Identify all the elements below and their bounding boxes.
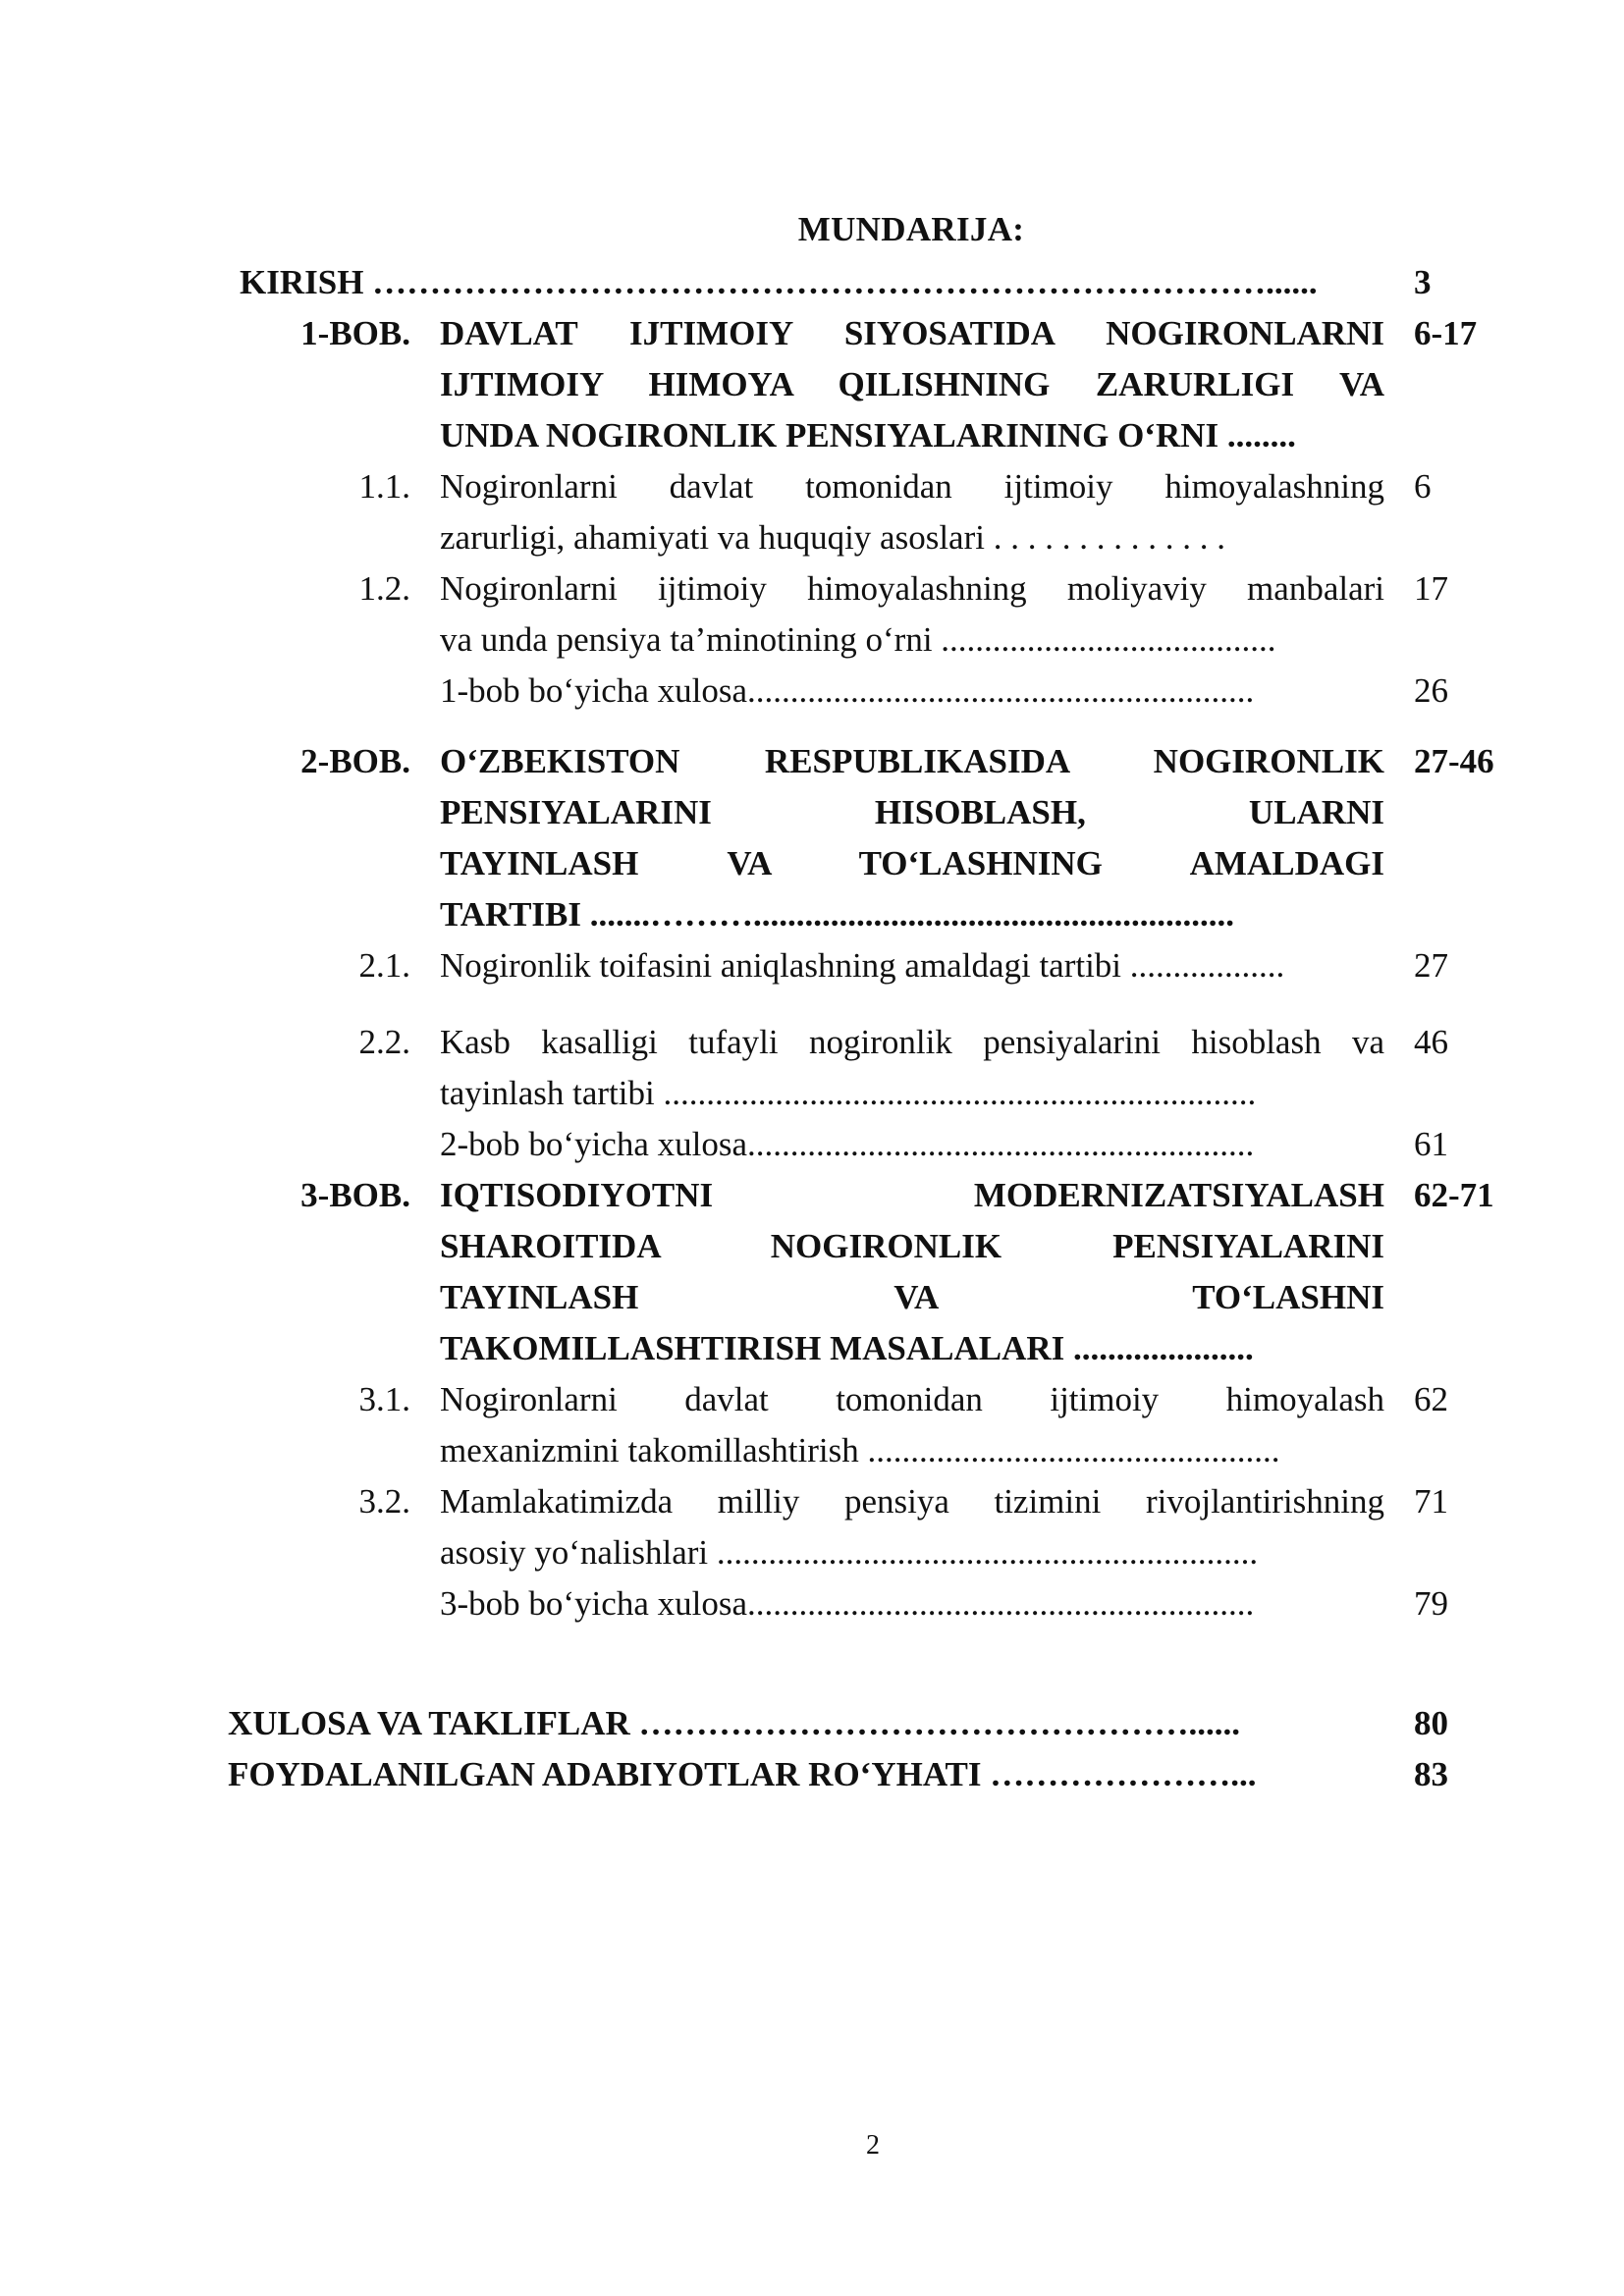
toc-chapter-label: 1-BOB. [300,314,410,352]
toc-section-page: 46 [1414,1023,1448,1061]
toc-section-label: 2.1. [358,946,410,985]
toc-entry-page: 80 [1414,1704,1448,1742]
toc-entry-text: FOYDALANILGAN ADABIYOTLAR RO‘YHATI …………………... [228,1755,1257,1793]
toc-section-1-1[interactable] [236,461,1512,563]
toc-entry-page: 83 [1414,1755,1448,1793]
toc-section-1-2[interactable] [236,563,1512,666]
toc-section-page: 27 [1414,946,1448,985]
toc-conclusion-3[interactable] [236,1578,1512,1629]
toc-chapter-page: 6-17 [1414,314,1478,352]
toc-section-label: 1.2. [358,569,410,608]
toc-entry-conclusions[interactable] [228,1698,1512,1749]
toc-section-title: Mamlakatimizda milliy pensiya tizimini rivojlantirishning asosiy yo‘nalishlari ............................................................... [440,1482,1384,1572]
toc-conclusion-text: 1-bob bo‘yicha xulosa........................................................... [440,671,1255,710]
toc-section-page: 62 [1414,1380,1448,1418]
toc-section-title: Kasb kasalligi tufayli nogironlik pensiyalarini hisoblash va tayinlash tartibi ..................................................................... [440,1023,1384,1112]
toc-conclusion-2[interactable] [236,1119,1512,1170]
toc-conclusion-text: 3-bob bo‘yicha xulosa........................................................... [440,1584,1255,1623]
toc-entry-bibliography[interactable] [228,1749,1512,1800]
page-number: 2 [866,2130,880,2161]
toc-title: MUNDARIJA: [797,210,1025,248]
toc-chapter-page: 62-71 [1414,1176,1494,1214]
toc-chapter-title: O‘ZBEKISTON RESPUBLIKASIDA NOGIRONLIK PENSIYALARINI HISOBLASH, ULARNI TAYINLASH VA TO‘LASHNING AMALDAGI TARTIBI .......………........................................................ [440,742,1384,934]
toc-section-label: 2.2. [358,1023,410,1061]
toc-chapter-2[interactable] [236,736,1512,940]
toc-section-title: Nogironlarni ijtimoiy himoyalashning moliyaviy manbalari va unda pensiya ta’minotining o‘rni ....................................... [440,569,1384,659]
toc-entry-text: KIRISH ……………………………………………………………………...... [240,263,1318,301]
toc-section-page: 71 [1414,1482,1448,1521]
toc-conclusion-page: 61 [1414,1125,1448,1163]
toc-section-2-2[interactable] [236,1017,1512,1119]
toc-conclusion-text: 2-bob bo‘yicha xulosa........................................................... [440,1125,1255,1163]
toc-entry-text: XULOSA VA TAKLIFLAR …………………………………………...... [228,1704,1241,1742]
toc-chapter-page: 27-46 [1414,742,1494,780]
toc-chapter-label: 2-BOB. [300,742,410,780]
toc-entry-kirish[interactable] [236,257,1512,308]
toc-chapter-1[interactable] [236,308,1512,461]
toc-section-label: 3.2. [358,1482,410,1521]
toc-section-label: 1.1. [358,467,410,506]
toc-section-title: Nogironlarni davlat tomonidan ijtimoiy himoyalash mexanizmini takomillashtirish ................................................ [440,1380,1384,1469]
toc-chapter-title: IQTISODIYOTNI MODERNIZATSIYALASH SHAROITIDA NOGIRONLIK PENSIYALARINI TAYINLASH VA TO‘LASHNI TAKOMILLASHTIRISH MASALALARI ..................... [440,1176,1384,1367]
toc-section-label: 3.1. [358,1380,410,1418]
toc-chapter-title: DAVLAT IJTIMOIY SIYOSATIDA NOGIRONLARNI IJTIMOIY HIMOYA QILISHNING ZARURLIGI VA UNDA NOGIRONLIK PENSIYALARINING O‘RNI ........ [440,314,1384,454]
toc-chapter-label: 3-BOB. [300,1176,410,1214]
toc-section-title: Nogironlik toifasini aniqlashning amaldagi tartibi .................. [440,946,1285,985]
toc-section-2-1[interactable] [236,940,1512,991]
toc-section-3-2[interactable] [236,1476,1512,1578]
toc-conclusion-1[interactable] [236,666,1512,717]
table-of-contents [228,257,1512,1800]
toc-chapter-3[interactable] [236,1170,1512,1374]
toc-section-page: 17 [1414,569,1448,608]
toc-conclusion-page: 26 [1414,671,1448,710]
toc-section-title: Nogironlarni davlat tomonidan ijtimoiy himoyalashning zarurligi, ahamiyati va huquqiy asoslari . . . . . . . . . . . . . . [440,467,1384,557]
toc-section-page: 6 [1414,467,1432,506]
toc-conclusion-page: 79 [1414,1584,1448,1623]
toc-entry-page: 3 [1414,263,1432,301]
toc-section-3-1[interactable] [236,1374,1512,1476]
